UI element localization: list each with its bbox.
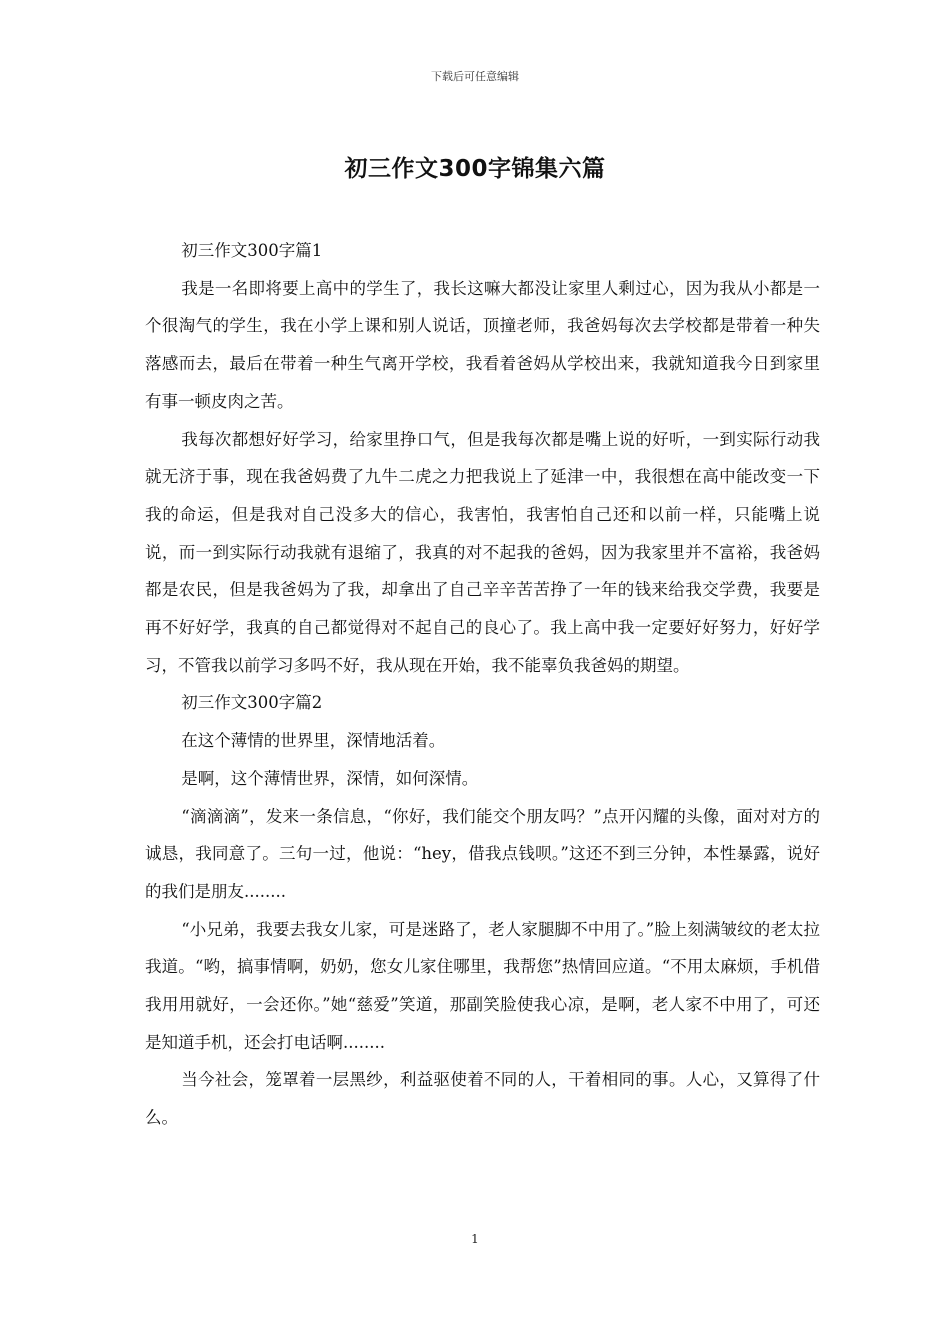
paragraph: “滴滴滴”，发来一条信息，“你好，我们能交个朋友吗？”点开闪耀的头像，面对对方的诚恳，我同意了。三句一过，他说：“hey，借我点钱呗。”这还不到三分钟，本性暴露，说好的我们是朋友........: [145, 806, 820, 901]
document-body: [145, 232, 820, 1137]
document-title: 初三作文300字锦集六篇: [344, 156, 606, 182]
section-heading-1: 初三作文300字篇1: [181, 241, 323, 260]
section-heading-2: 初三作文300字篇2: [181, 693, 323, 713]
paragraph: “小兄弟，我要去我女儿家，可是迷路了，老人家腿脚不中用了。”脸上刻满皱纹的老太拉我道。“哟，搞事情啊，奶奶，您女儿家住哪里，我帮您”热情回应道。“不用太麻烦，手机借我用用就好，一会还你。”她“慈爱”笑道，那副笑脸使我心凉，是啊，老人家不中用了，可还是知道手机，还会打电话啊........: [145, 919, 820, 1052]
page-header: 下载后可任意编辑: [431, 70, 519, 83]
paragraph: 是啊，这个薄情世界，深情，如何深情。: [181, 768, 479, 788]
page-number: 1: [471, 1232, 479, 1246]
paragraph: 我每次都想好好学习，给家里挣口气，但是我每次都是嘴上说的好听，一到实际行动我就无济于事，现在我爸妈费了九牛二虎之力把我说上了延津一中，我很想在高中能改变一下我的命运，但是我对自己没多大的信心，我害怕，我害怕自己还和以前一样，只能嘴上说说，而一到实际行动我就有退缩了，我真的对不起我的爸妈，因为我家里并不富裕，我爸妈都是农民，但是我爸妈为了我，却拿出了自己辛辛苦苦挣了一年的钱来给我交学费，我要是再不好好学，我真的自己都觉得对不起自己的良心了。我上高中我一定要好好努力，好好学习，不管我以前学习多吗不好，我从现在开始，我不能辜负我爸妈的期望。: [145, 429, 820, 675]
paragraph: 在这个薄情的世界里，深情地活着。: [181, 731, 446, 751]
paragraph: 当今社会，笼罩着一层黑纱，利益驱使着不同的人，干着相同的事。人心，又算得了什么。: [145, 1070, 820, 1128]
paragraph: 我是一名即将要上高中的学生了，我长这嘛大都没让家里人剩过心，因为我从小都是一个很淘气的学生，我在小学上课和别人说话，顶撞老师，我爸妈每次去学校都是带着一种失落感而去，最后在带着一种生气离开学校，我看着爸妈从学校出来，我就知道我今日到家里有事一顿皮肉之苦。: [145, 278, 820, 411]
